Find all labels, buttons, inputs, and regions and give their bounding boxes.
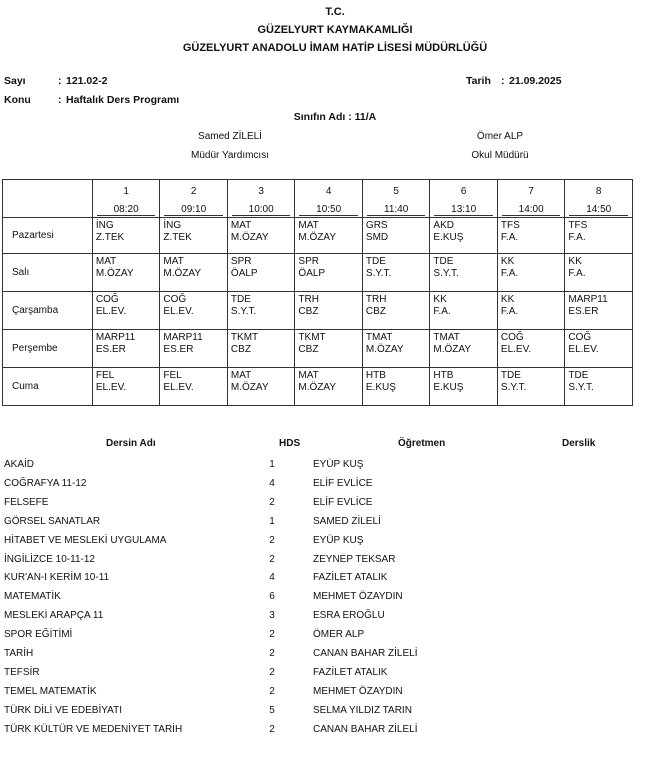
lesson-teacher: E.KUŞ	[365, 382, 396, 393]
course-hds: 6	[269, 591, 275, 603]
schedule-cell	[497, 254, 564, 292]
course-name: SPOR EĞİTİMİ	[4, 629, 73, 641]
tarih-value: 21.09.2025	[509, 75, 562, 87]
schedule-cell	[362, 218, 430, 254]
lesson-teacher: F.A.	[568, 232, 586, 243]
course-row	[0, 459, 670, 478]
schedule-day-label: Perşembe	[3, 330, 93, 368]
lesson-teacher: M.ÖZAY	[298, 232, 337, 243]
lesson-code: İNG	[163, 220, 182, 231]
schedule-day-label: Pazartesi	[3, 218, 93, 254]
course-name: MESLEKİ ARAPÇA 11	[4, 610, 104, 622]
schedule-day-label: Cuma	[3, 368, 93, 406]
konu-label: Konu	[4, 94, 31, 106]
course-name: GÖRSEL SANATLAR	[4, 515, 101, 527]
period-number: 6	[460, 186, 467, 197]
schedule-cell	[92, 254, 160, 292]
course-hds: 2	[269, 666, 275, 678]
schedule-cell	[295, 368, 363, 406]
course-teacher: EYÜP KUŞ	[313, 534, 364, 546]
schedule-cell	[430, 292, 498, 330]
lesson-code: TFS	[568, 220, 588, 231]
header-school: GÜZELYURT ANADOLU İMAM HATİP LİSESİ MÜDÜRLÜĞÜ	[182, 42, 488, 54]
course-name: TEFSİR	[4, 666, 40, 678]
period-time: 10:00	[248, 204, 274, 215]
course-hds: 2	[269, 629, 275, 641]
course-teacher: FAZİLET ATALIK	[313, 572, 388, 584]
lesson-teacher: M.ÖZAY	[163, 268, 201, 279]
lesson-teacher: CBZ	[298, 306, 319, 317]
lesson-teacher: M.ÖZAY	[95, 268, 134, 279]
course-hds: 1	[269, 459, 275, 470]
lesson-code: KK	[433, 294, 447, 305]
lesson-teacher: EL.EV.	[163, 382, 194, 393]
lesson-teacher: ÖALP	[298, 268, 326, 279]
course-teacher: MEHMET ÖZAYDIN	[313, 685, 403, 697]
schedule-cell	[362, 330, 430, 368]
course-teacher: EYÜP KUŞ	[313, 459, 364, 470]
course-teacher: CANAN BAHAR ZİLELİ	[313, 723, 418, 735]
schedule-corner	[3, 180, 93, 218]
lesson-teacher: E.KUŞ	[433, 232, 464, 243]
schedule-day-row	[3, 368, 633, 406]
period-header	[430, 180, 498, 218]
lesson-code: AKD	[433, 220, 454, 231]
lesson-code: TDE	[568, 370, 589, 381]
lesson-code: TKMT	[298, 332, 326, 343]
course-name: TEMEL MATEMATİK	[4, 685, 97, 697]
course-row	[0, 478, 670, 497]
lesson-code: TKMT	[230, 332, 259, 343]
period-time: 14:50	[586, 204, 612, 215]
lesson-teacher: F.A.	[433, 306, 451, 317]
schedule-cell	[227, 218, 295, 254]
period-header	[160, 180, 228, 218]
vice-principal-title: Müdür Yardımcısı	[191, 150, 269, 161]
schedule-cell	[160, 368, 228, 406]
lesson-code: TRH	[298, 294, 319, 305]
schedule-cell	[362, 254, 430, 292]
course-row	[0, 554, 670, 573]
lesson-teacher: M.ÖZAY	[230, 232, 269, 243]
lesson-teacher: CBZ	[365, 306, 386, 317]
lesson-teacher: F.A.	[568, 268, 586, 279]
course-row	[0, 497, 670, 516]
lesson-teacher: Z.TEK	[95, 232, 125, 243]
schedule-cell	[362, 368, 430, 406]
course-name: İNGİLİZCE 10-11-12	[4, 553, 95, 565]
period-header	[295, 180, 363, 218]
course-teacher: ELİF EVLİCE	[313, 477, 373, 489]
lesson-code: MARP11	[568, 294, 608, 305]
principal-name: Ömer ALP	[476, 131, 524, 142]
schedule-cell	[295, 292, 363, 330]
period-number: 7	[528, 186, 534, 197]
konu-separator: :	[58, 94, 62, 106]
course-row	[0, 667, 670, 686]
schedule-cell	[430, 368, 498, 406]
course-name: MATEMATİK	[4, 591, 61, 603]
period-header	[497, 180, 564, 218]
lesson-code: MAT	[298, 370, 319, 381]
header-district: GÜZELYURT KAYMAKAMLIĞI	[257, 24, 413, 36]
lesson-code: FEL	[95, 370, 115, 381]
period-number: 2	[190, 186, 197, 197]
period-header	[92, 180, 160, 218]
course-name: TARİH	[4, 648, 34, 659]
tarih-label: Tarih	[466, 75, 491, 87]
schedule-day-row	[3, 254, 633, 292]
schedule-cell	[160, 330, 228, 368]
weekly-schedule-table	[2, 179, 633, 406]
lesson-teacher: S.Y.T.	[365, 268, 392, 279]
schedule-cell	[362, 292, 430, 330]
principal-title: Okul Müdürü	[471, 150, 529, 161]
lesson-code: TMAT	[365, 332, 393, 343]
schedule-cell	[92, 330, 160, 368]
lesson-code: TDE	[433, 256, 454, 267]
lesson-teacher: M.ÖZAY	[433, 344, 472, 355]
lesson-code: MARP11	[163, 332, 203, 343]
schedule-cell	[565, 292, 633, 330]
lesson-code: COĞ	[95, 294, 119, 305]
course-teacher: CANAN BAHAR ZİLELİ	[313, 648, 418, 659]
course-row	[0, 724, 670, 743]
course-row	[0, 705, 670, 724]
lesson-code: MAT	[298, 220, 319, 231]
lesson-code: TRH	[365, 294, 387, 305]
lesson-code: KK	[500, 256, 515, 267]
vice-principal-name: Samed ZİLELİ	[198, 131, 262, 142]
header-tc: T.C.	[325, 6, 345, 18]
lesson-teacher: M.ÖZAY	[230, 382, 269, 393]
schedule-cell	[497, 292, 564, 330]
schedule-cell	[227, 292, 295, 330]
schedule-day-row	[3, 218, 633, 254]
course-list-header-name: Dersin Adı	[106, 438, 156, 449]
lesson-teacher: EL.EV.	[163, 306, 194, 317]
course-hds: 4	[269, 572, 275, 584]
schedule-header-row	[3, 180, 633, 218]
schedule-cell	[227, 330, 295, 368]
period-number: 1	[123, 186, 129, 197]
schedule-cell	[430, 218, 498, 254]
sayi-label: Sayı	[4, 75, 26, 87]
course-name: TÜRK KÜLTÜR VE MEDENİYET TARİH	[4, 723, 183, 735]
schedule-day-row	[3, 292, 633, 330]
course-teacher: ZEYNEP TEKSAR	[313, 553, 396, 565]
lesson-teacher: F.A.	[500, 306, 519, 317]
course-hds: 2	[269, 648, 275, 659]
lesson-teacher: M.ÖZAY	[298, 382, 337, 393]
course-row	[0, 572, 670, 591]
course-hds: 2	[269, 723, 275, 735]
lesson-code: TDE	[365, 256, 386, 267]
course-list-header-hds: HDS	[279, 438, 301, 449]
course-teacher: SAMED ZİLELİ	[313, 515, 381, 527]
lesson-teacher: EL.EV.	[95, 382, 127, 393]
sayi-separator: :	[58, 75, 62, 87]
schedule-cell	[430, 254, 498, 292]
course-name: COĞRAFYA 11-12	[4, 477, 87, 489]
schedule-cell	[565, 218, 633, 254]
course-teacher: FAZİLET ATALIK	[313, 666, 388, 678]
lesson-code: SPR	[298, 256, 319, 267]
schedule-cell	[497, 330, 564, 368]
lesson-teacher: EL.EV.	[500, 344, 532, 355]
period-number: 5	[393, 186, 399, 197]
course-row	[0, 591, 670, 610]
tarih-separator: :	[501, 75, 505, 87]
lesson-teacher: S.Y.T.	[433, 268, 459, 279]
lesson-code: SPR	[230, 256, 252, 267]
course-name: TÜRK DİLİ VE EDEBİYATI	[4, 704, 122, 716]
schedule-day-row	[3, 330, 633, 368]
sayi-value: 121.02-2	[66, 75, 108, 87]
lesson-code: GRS	[365, 220, 388, 231]
lesson-teacher: Z.TEK	[163, 232, 192, 243]
lesson-teacher: F.A.	[500, 268, 519, 279]
lesson-code: COĞ	[568, 332, 592, 343]
lesson-teacher: S.Y.T.	[500, 382, 527, 393]
period-time: 13:10	[451, 204, 477, 215]
period-number: 3	[258, 186, 264, 197]
schedule-cell	[92, 368, 160, 406]
course-teacher: SELMA YILDIZ TARIN	[313, 704, 412, 716]
lesson-code: HTB	[365, 370, 386, 381]
schedule-cell	[565, 330, 633, 368]
lesson-code: TFS	[500, 220, 520, 231]
course-list-header-teacher: Öğretmen	[398, 438, 446, 449]
schedule-cell	[227, 254, 295, 292]
course-teacher: ELİF EVLİCE	[313, 496, 373, 508]
course-hds: 4	[269, 477, 275, 489]
schedule-cell	[565, 368, 633, 406]
lesson-code: COĞ	[163, 294, 187, 305]
course-name: HİTABET VE MESLEKİ UYGULAMA	[4, 534, 167, 546]
course-hds: 2	[269, 685, 275, 697]
course-row	[0, 686, 670, 705]
lesson-teacher: E.KUŞ	[433, 382, 464, 393]
schedule-cell	[295, 218, 363, 254]
konu-value: Haftalık Ders Programı	[66, 94, 180, 106]
course-list-header-room: Derslik	[562, 438, 596, 449]
lesson-teacher: SMD	[365, 232, 389, 243]
period-time: 11:40	[384, 204, 409, 215]
schedule-cell	[160, 292, 228, 330]
period-number: 8	[595, 186, 602, 197]
lesson-teacher: ES.ER	[95, 344, 126, 355]
lesson-code: MAT	[230, 220, 252, 231]
lesson-code: COĞ	[500, 332, 524, 343]
period-time: 08:20	[113, 204, 139, 215]
course-hds: 2	[269, 496, 275, 508]
lesson-teacher: CBZ	[298, 344, 319, 355]
period-number: 4	[325, 186, 332, 197]
lesson-teacher: EL.EV.	[95, 306, 127, 317]
period-time: 10:50	[316, 204, 342, 215]
course-hds: 5	[269, 704, 275, 716]
course-name: AKAİD	[4, 459, 35, 470]
lesson-code: KK	[568, 256, 582, 267]
lesson-code: HTB	[433, 370, 454, 381]
period-time: 09:10	[181, 204, 207, 215]
lesson-teacher: F.A.	[500, 232, 519, 243]
schedule-cell	[160, 218, 228, 254]
schedule-cell	[160, 254, 228, 292]
course-teacher: ÖMER ALP	[313, 629, 365, 641]
lesson-code: İNG	[95, 220, 114, 231]
lesson-code: KK	[500, 294, 515, 305]
course-row	[0, 648, 670, 667]
lesson-code: FEL	[163, 370, 182, 381]
course-row	[0, 516, 670, 535]
lesson-code: TDE	[230, 294, 251, 305]
course-teacher: ESRA EROĞLU	[313, 610, 385, 622]
course-teacher: MEHMET ÖZAYDIN	[313, 591, 403, 603]
schedule-cell	[227, 368, 295, 406]
schedule-cell	[92, 218, 160, 254]
period-time: 14:00	[518, 204, 544, 215]
lesson-teacher: CBZ	[230, 344, 251, 355]
class-name: Sınıfın Adı : 11/A	[293, 111, 377, 123]
lesson-code: TDE	[500, 370, 521, 381]
course-hds: 2	[269, 534, 275, 546]
schedule-day-label: Salı	[3, 254, 93, 292]
lesson-teacher: S.Y.T.	[230, 306, 257, 317]
schedule-cell	[295, 254, 363, 292]
lesson-code: TMAT	[433, 332, 460, 343]
period-header	[565, 180, 633, 218]
schedule-cell	[295, 330, 363, 368]
lesson-teacher: ÖALP	[230, 268, 258, 279]
period-header	[227, 180, 295, 218]
course-name: FELSEFE	[4, 496, 49, 508]
lesson-teacher: ES.ER	[163, 344, 194, 355]
schedule-cell	[497, 218, 564, 254]
schedule-cell	[565, 254, 633, 292]
lesson-code: MAT	[163, 256, 184, 267]
lesson-teacher: EL.EV.	[568, 344, 599, 355]
course-hds: 1	[269, 515, 275, 527]
schedule-cell	[430, 330, 498, 368]
lesson-teacher: ES.ER	[568, 306, 599, 317]
schedule-cell	[92, 292, 160, 330]
course-row	[0, 629, 670, 648]
lesson-teacher: S.Y.T.	[568, 382, 594, 393]
schedule-day-label: Çarşamba	[3, 292, 93, 330]
course-hds: 3	[269, 610, 275, 622]
lesson-code: MAT	[95, 256, 117, 267]
period-header	[362, 180, 430, 218]
course-name: KUR'AN-I KERİM 10-11	[4, 572, 110, 584]
lesson-teacher: M.ÖZAY	[365, 344, 404, 355]
lesson-code: MARP11	[95, 332, 136, 343]
course-row	[0, 610, 670, 629]
lesson-code: MAT	[230, 370, 252, 381]
course-row	[0, 535, 670, 554]
course-hds: 2	[269, 553, 275, 565]
schedule-cell	[497, 368, 564, 406]
